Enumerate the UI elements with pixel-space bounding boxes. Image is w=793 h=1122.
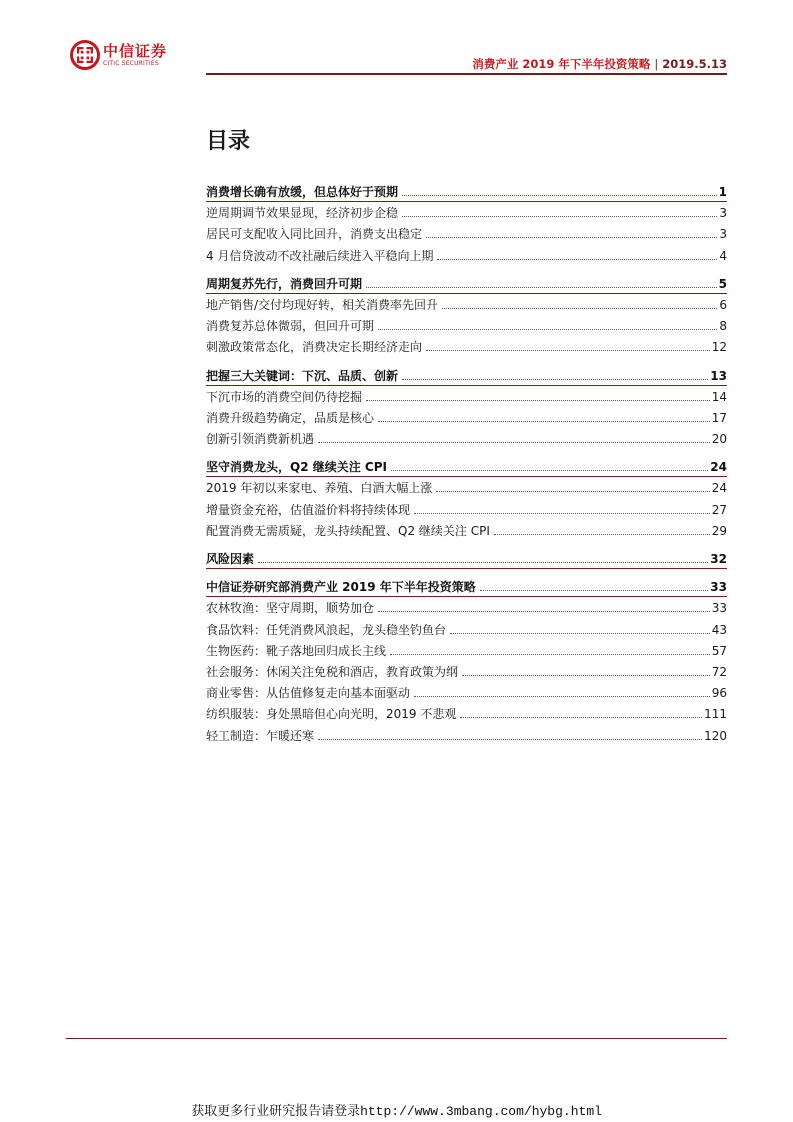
toc-subsection-entry[interactable]: [206, 224, 727, 245]
toc-entry-page: 72: [711, 664, 727, 679]
toc-subsection-entry[interactable]: [206, 478, 727, 499]
toc-subsection-entry[interactable]: [206, 429, 727, 450]
toc-entry-page: 24: [711, 481, 727, 496]
toc-entry-page: 17: [711, 410, 727, 425]
toc-subsection-entry[interactable]: [206, 598, 727, 619]
citic-logo: [70, 38, 180, 72]
toc-subsection-entry[interactable]: [206, 408, 727, 429]
toc-entry-title: 2019 年初以来家电、养殖、白酒大幅上涨: [206, 481, 433, 496]
toc-entry-title: 4 月信贷波动不改社融后续进入平稳向上期: [206, 248, 434, 263]
toc-entry-title: 下沉市场的消费空间仍待挖掘: [206, 389, 363, 404]
toc-entry-page: 57: [711, 643, 727, 658]
toc-section-entry[interactable]: [206, 457, 727, 478]
toc-entry-title: 地产销售/交付均现好转，相关消费率先回升: [206, 297, 439, 312]
citic-logo-icon: [70, 40, 100, 70]
toc-leader-dots: [414, 513, 710, 514]
toc-entry-page: 29: [711, 523, 727, 538]
toc-subsection-entry[interactable]: [206, 620, 727, 641]
table-of-contents: [206, 182, 727, 747]
toc-section-entry[interactable]: [206, 366, 727, 387]
header-divider: [206, 73, 727, 75]
toc-subsection-entry[interactable]: [206, 662, 727, 683]
toc-leader-dots: [462, 675, 710, 676]
toc-entry-page: 111: [704, 707, 727, 722]
toc-subsection-entry[interactable]: [206, 726, 727, 747]
footer-note: [0, 1100, 793, 1119]
toc-subsection-entry[interactable]: [206, 704, 727, 725]
toc-leader-dots: [366, 287, 717, 288]
toc-entry-page: 3: [719, 206, 727, 221]
toc-leader-dots: [426, 350, 710, 351]
toc-entry-page: 3: [719, 227, 727, 242]
toc-entry-title: 社会服务：休闲关注免税和酒店，教育政策为纲: [206, 664, 459, 679]
toc-leader-dots: [402, 379, 708, 380]
toc-entry-title: 消费复苏总体微弱，但回升可期: [206, 319, 375, 334]
logo-cn-text: 中信证券: [103, 42, 168, 60]
toc-entry-title: 增量资金充裕，估值溢价料将持续体现: [206, 502, 411, 517]
toc-leader-dots: [402, 195, 717, 196]
footer-prefix: 获取更多行业研究报告请登录: [191, 1104, 361, 1119]
toc-entry-title: 风险因素: [206, 552, 255, 566]
toc-entry-title: 农林牧渔：坚守周期，顺势加仓: [206, 601, 375, 616]
toc-subsection-entry[interactable]: [206, 500, 727, 521]
toc-entry-page: 32: [710, 552, 727, 566]
report-header: [472, 56, 727, 72]
toc-leader-dots: [426, 237, 717, 238]
toc-entry-title: 逆周期调节效果显现，经济初步企稳: [206, 206, 399, 221]
toc-section-entry[interactable]: [206, 182, 727, 203]
toc-subsection-entry[interactable]: [206, 387, 727, 408]
report-title: 消费产业 2019 年下半年投资策略: [472, 57, 651, 71]
toc-entry-title: 消费升级趋势确定，品质是核心: [206, 410, 375, 425]
toc-entry-page: 8: [719, 319, 727, 334]
toc-entry-title: 周期复苏先行，消费回升可期: [206, 276, 363, 291]
logo-en-text: CITIC SECURITIES: [103, 60, 159, 67]
toc-entry-title: 坚守消费龙头，Q2 继续关注 CPI: [206, 460, 387, 475]
toc-entry-page: 4: [719, 248, 727, 263]
toc-entry-page: 13: [710, 368, 727, 383]
toc-leader-dots: [436, 491, 709, 492]
toc-subsection-entry[interactable]: [206, 203, 727, 224]
toc-leader-dots: [366, 400, 710, 401]
toc-entry-title: 轻工制造：乍暖还寒: [206, 728, 315, 743]
toc-entry-title: 商业零售：从估值修复走向基本面驱动: [206, 686, 411, 701]
toc-leader-dots: [494, 534, 710, 535]
toc-entry-title: 创新引领消费新机遇: [206, 432, 315, 447]
toc-leader-dots: [378, 611, 710, 612]
toc-leader-dots: [318, 442, 710, 443]
toc-entry-title: 食品饮料：任凭消费风浪起，龙头稳坐钓鱼台: [206, 622, 447, 637]
toc-entry-page: 43: [711, 622, 727, 637]
toc-entry-page: 33: [711, 601, 727, 616]
toc-entry-title: 刺激政策常态化，消费决定长期经济走向: [206, 340, 423, 355]
toc-section-entry[interactable]: [206, 577, 727, 598]
toc-entry-page: 96: [711, 686, 727, 701]
toc-leader-dots: [378, 421, 710, 422]
toc-leader-dots: [402, 216, 717, 217]
header-separator: |: [654, 57, 659, 71]
toc-section-entry[interactable]: [206, 274, 727, 295]
toc-entry-title: 中信证券研究部消费产业 2019 年下半年投资策略: [206, 580, 476, 595]
toc-leader-dots: [378, 329, 717, 330]
toc-leader-dots: [414, 696, 710, 697]
toc-leader-dots: [437, 259, 717, 260]
toc-leader-dots: [480, 590, 709, 591]
toc-entry-title: 配置消费无需质疑，龙头持续配置、Q2 继续关注 CPI: [206, 523, 490, 538]
toc-entry-page: 1: [718, 185, 727, 199]
toc-leader-dots: [390, 654, 710, 655]
toc-entry-page: 33: [710, 580, 727, 595]
toc-leader-dots: [258, 562, 708, 563]
toc-leader-dots: [442, 308, 717, 309]
toc-leader-dots: [460, 717, 702, 718]
toc-leader-dots: [450, 633, 710, 634]
toc-subsection-entry[interactable]: [206, 683, 727, 704]
toc-subsection-entry[interactable]: [206, 295, 727, 316]
footer-divider: [66, 1038, 727, 1039]
toc-entry-page: 120: [704, 728, 727, 743]
toc-subsection-entry[interactable]: [206, 316, 727, 337]
toc-leader-dots: [391, 470, 708, 471]
footer-link[interactable]: http://www.3mbang.com/hybg.html: [360, 1104, 602, 1119]
toc-subsection-entry[interactable]: [206, 337, 727, 358]
toc-entry-title: 生物医药：靴子落地回归成长主线: [206, 643, 387, 658]
toc-entry-page: 24: [710, 460, 727, 475]
toc-entry-title: 居民可支配收入同比回升，消费支出稳定: [206, 227, 423, 242]
report-date: 2019.5.13: [662, 57, 727, 71]
toc-entry-page: 20: [711, 432, 727, 447]
toc-leader-dots: [318, 739, 702, 740]
toc-entry-page: 5: [718, 276, 727, 291]
toc-subsection-entry[interactable]: [206, 521, 727, 542]
toc-entry-page: 14: [711, 389, 727, 404]
toc-entry-page: 27: [711, 502, 727, 517]
toc-entry-title: 纺织服装：身处黑暗但心向光明，2019 不悲观: [206, 707, 457, 722]
toc-subsection-entry[interactable]: [206, 641, 727, 662]
toc-title: 目录: [206, 129, 251, 154]
toc-subsection-entry[interactable]: [206, 246, 727, 267]
toc-section-entry[interactable]: [206, 549, 727, 570]
toc-entry-title: 消费增长确有放缓，但总体好于预期: [206, 185, 399, 199]
toc-entry-title: 把握三大关键词：下沉、品质、创新: [206, 368, 399, 383]
toc-entry-page: 12: [711, 340, 727, 355]
toc-entry-page: 6: [719, 297, 727, 312]
